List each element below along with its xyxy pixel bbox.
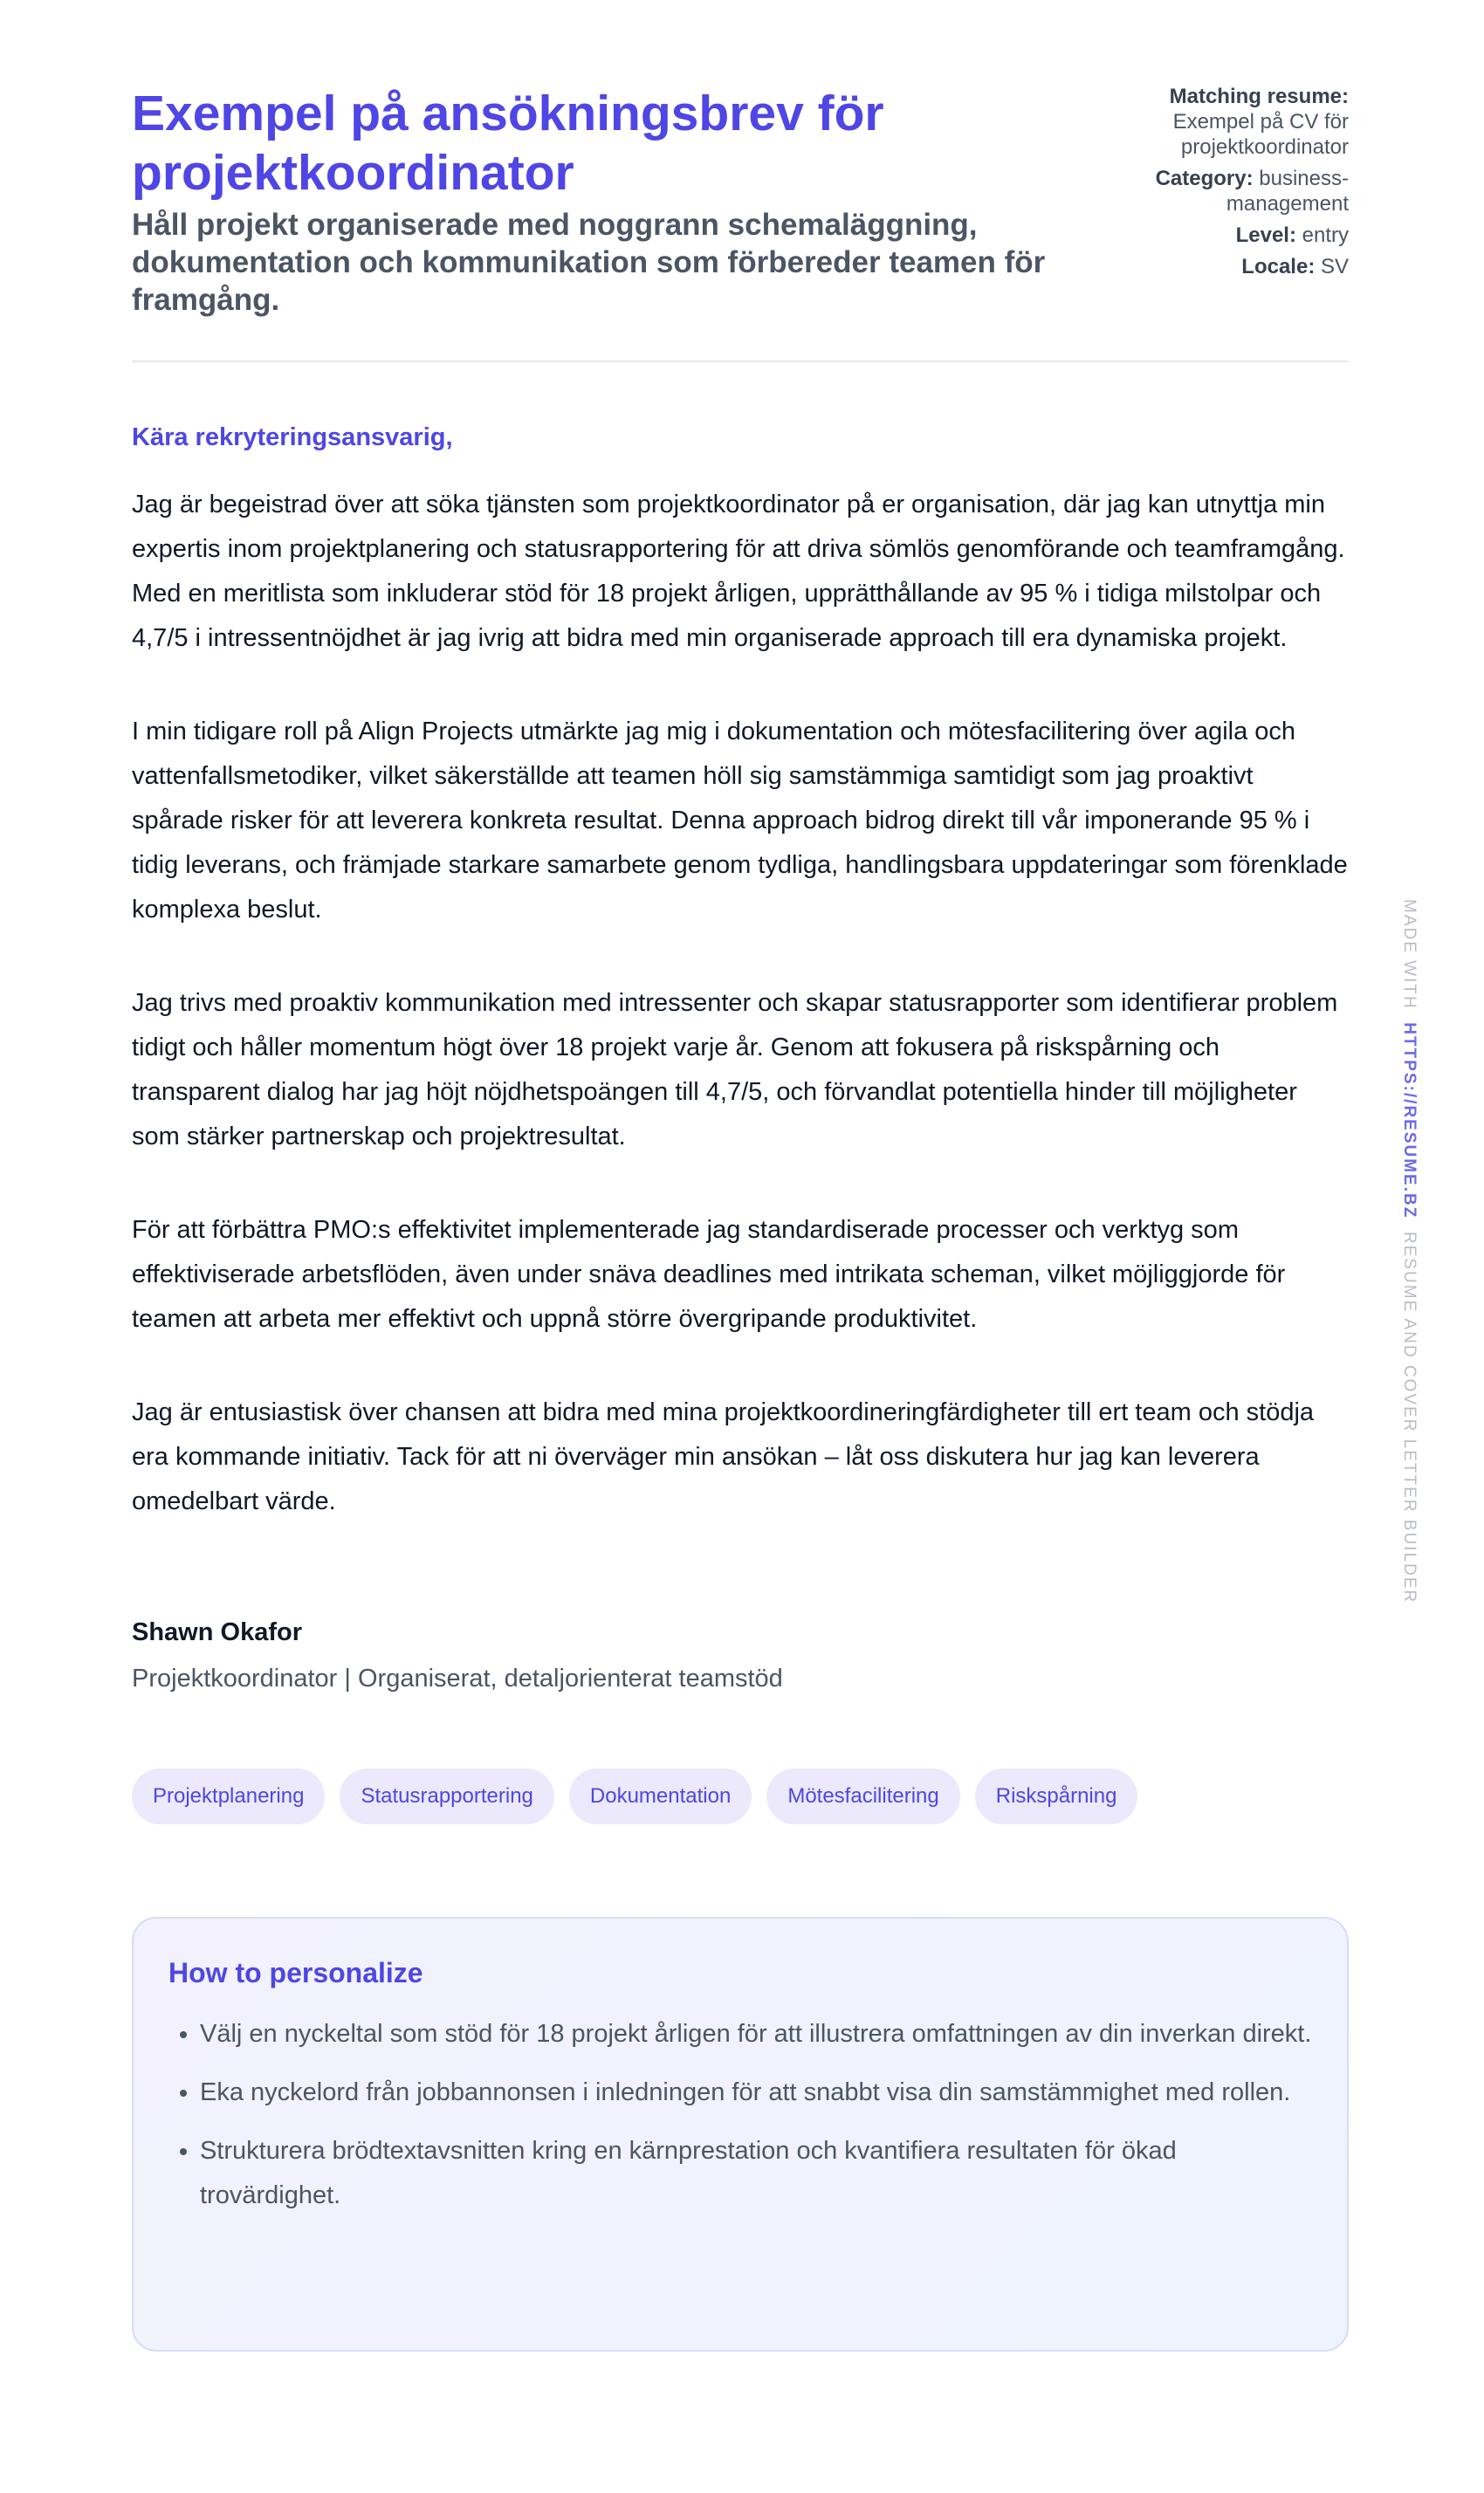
greeting: Kära rekryteringsansvarig,	[132, 423, 453, 451]
meta-label: Category:	[1155, 167, 1254, 190]
watermark-link[interactable]: HTTPS://RESUME.BZ	[1400, 1022, 1419, 1219]
letter-paragraph: I min tidigare roll på Align Projects utmärkte jag mig i dokumentation och mötesfacilitering över agila och vattenfallsmetodiker, vilket säkerställde att teamen höll sig samstämmiga samtidigt som jag proaktivt spårade risker för att leverera konkreta resultat. Denna approach bidrog direkt till vår imponerande 95 % i tidig leverans, och främjade starkare samarbete genom tydliga, handlingsbara uppdateringar som förenklade komplexa beslut.	[132, 718, 1348, 924]
signature-title: Projektkoordinator | Organiserat, detaljorienterat teamstöd	[132, 1665, 783, 1693]
meta-panel	[1122, 84, 1349, 285]
letter-paragraph: Jag är entusiastisk över chansen att bidra med mina projektkoordineringfärdigheter till ert team och stödja era kommande initiativ. Tack för att ni överväger min ansökan – låt oss diskutera hur jag kan leverera omedelbart värde.	[132, 1398, 1315, 1515]
skill-tag: Projektplanering	[132, 1768, 325, 1824]
tip-item: • Strukturera brödtextavsnitten kring en kärnprestation och kvantifiera resultaten för ökad trovärdighet.	[200, 2129, 1312, 2218]
signature-name: Shawn Okafor	[132, 1618, 302, 1646]
letter-paragraph: Jag är begeistrad över att söka tjänsten som projektkoordinator på er organisation, där jag kan utnyttja min expertis inom projektplanering och statusrapportering för att driva sömlös genomförande och teamframgång. Med en meritlista som inkluderar stöd för 18 projekt årligen, upprätthållande av 95 % i tidiga milstolpar och 4,7/5 i intressentnöjdhet är jag ivrig att bidra med min organiserade approach till era dynamiska projekt.	[132, 491, 1345, 652]
meta-value: business-management	[1226, 167, 1349, 216]
skill-tag: Statusrapportering	[340, 1768, 553, 1824]
header-text	[132, 84, 1048, 319]
tip-item: • Välj en nyckeltal som stöd för 18 projekt årligen för att illustrera omfattningen av din inverkan direkt.	[200, 2012, 1312, 2057]
letter-paragraph: Jag trivs med proaktiv kommunikation med intressenter och skapar statusrapporter som identifierar problem tidigt och håller momentum högt över 18 projekt varje år. Genom att fokusera på riskspårning och transparent dialog har jag höjt nöjdhetspoängen till 4,7/5, och förvandlat potentiella hinder till möjligheter som stärker partnerskap och projektresultat.	[132, 989, 1338, 1150]
meta-label: Locale:	[1241, 255, 1316, 278]
cover-letter-page	[132, 84, 1349, 2352]
letter-paragraph: För att förbättra PMO:s effektivitet implementerade jag standardiserade processer och verktyg som effektiviserade arbetsflöden, även under snäva deadlines med intrikata scheman, vilket möjliggjorde för teamen att arbeta mer effektivt och uppnå större övergripande produktivitet.	[132, 1216, 1286, 1333]
skill-tag: Riskspårning	[975, 1768, 1138, 1824]
tip-item: • Eka nyckelord från jobbannonsen i inledningen för att snabbt visa din samstämmighet med rollen.	[200, 2071, 1312, 2115]
watermark-suffix: RESUME AND COVER LETTER BUILDER	[1400, 1231, 1419, 1604]
personalize-tips	[168, 2012, 1312, 2218]
meta-label: Matching resume:	[1169, 85, 1349, 108]
personalize-title: How to personalize	[168, 1957, 423, 1988]
meta-level	[1122, 223, 1349, 248]
meta-resume	[1122, 84, 1349, 160]
matching-resume-link[interactable]: Exempel på CV för projektkoordinator	[1172, 110, 1349, 159]
personalize-box	[132, 1917, 1349, 2352]
skill-tag: Dokumentation	[569, 1768, 752, 1824]
meta-value: SV	[1320, 255, 1349, 278]
meta-locale	[1122, 254, 1349, 279]
page-title: Exempel på ansökningsbrev för projektkoordinator	[132, 86, 884, 201]
skill-tag: Mötesfacilitering	[766, 1768, 959, 1824]
watermark-prefix: MADE WITH	[1400, 899, 1419, 1010]
meta-label: Level:	[1235, 223, 1296, 247]
header	[132, 84, 1349, 362]
meta-category	[1122, 166, 1349, 216]
skill-tags	[132, 1768, 1349, 1824]
meta-value: entry	[1302, 223, 1349, 247]
watermark	[1399, 899, 1419, 1615]
page-subtitle: Håll projekt organiserade med noggrann schemaläggning, dokumentation och kommunikation som förbereder teamen för framgång.	[132, 208, 1046, 317]
